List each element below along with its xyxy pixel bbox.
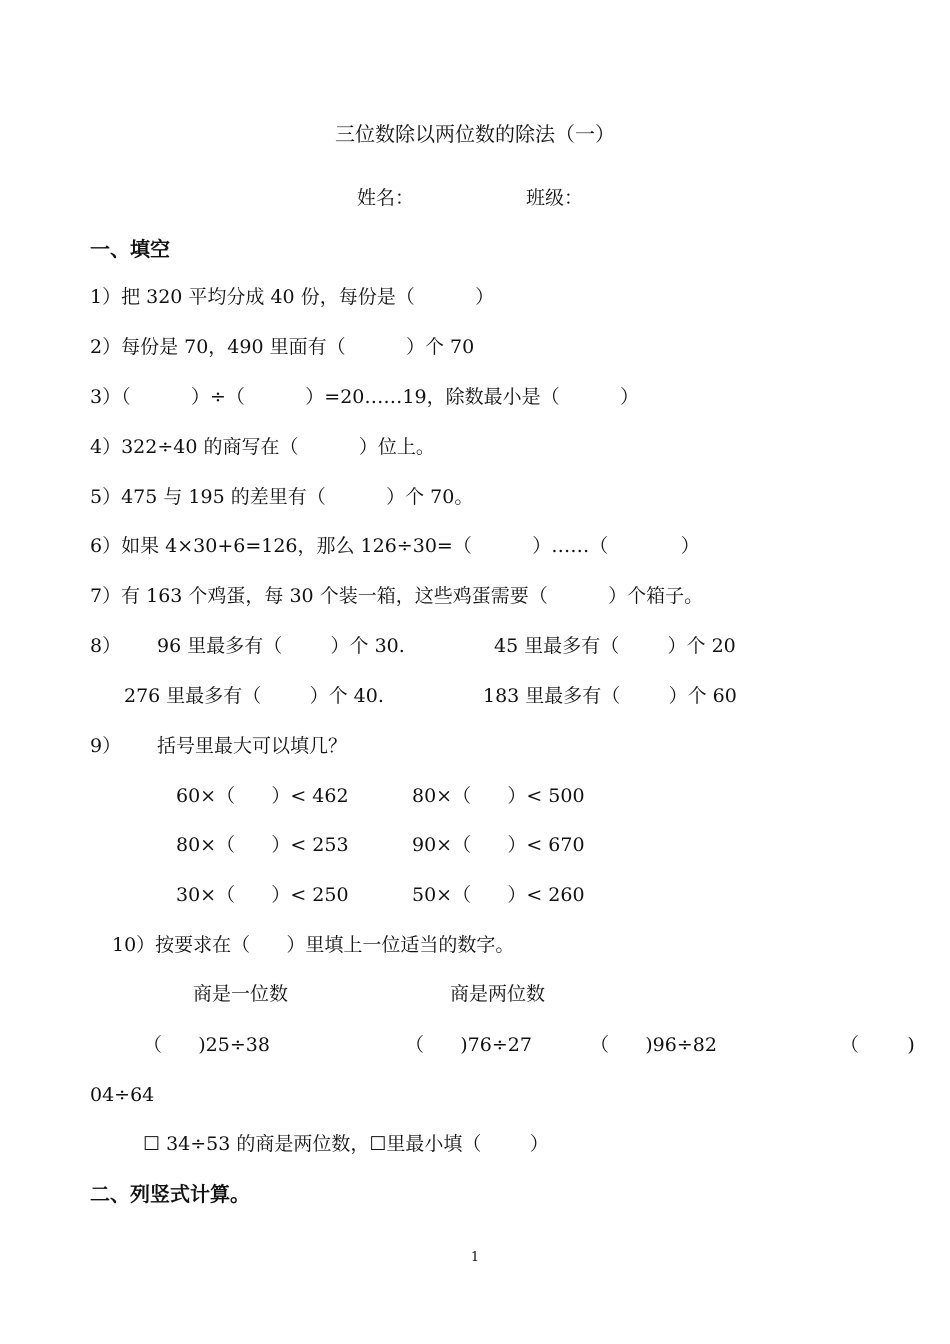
question-10-item: （ ) [840,1034,915,1056]
question-9-item: 30×（ ）< 250 [176,884,349,906]
question-8-number: 8） [90,635,122,657]
question-8c: 276 里最多有（ ）个 40. [124,685,384,707]
question-10-box-line: ☐ 34÷53 的商是两位数，☐里最小填（ ） [143,1133,549,1155]
question-10-prompt: 10）按要求在（ ）里填上一位适当的数字。 [112,934,515,956]
question-10-item: （ )76÷27 [405,1034,532,1056]
question-1: 1）把 320 平均分成 40 份，每份是（ ） [90,286,495,308]
question-9-item: 60×（ ）< 462 [176,785,349,807]
section-fill-blank-heading: 一、填空 [90,237,170,261]
name-label: 姓名： [357,187,415,209]
question-7: 7）有 163 个鸡蛋，每 30 个装一箱，这些鸡蛋需要（ ）个箱子。 [90,585,704,607]
question-9-item: 50×（ ）< 260 [412,884,585,906]
question-10-heading-two-digit: 商是两位数 [450,983,546,1005]
page-number: 1 [470,1250,480,1265]
page-title: 三位数除以两位数的除法（一） [335,122,615,146]
question-9-item: 90×（ ）< 670 [412,834,585,856]
question-8a: 96 里最多有（ ）个 30. [157,635,405,657]
class-label: 班级： [526,187,584,209]
question-2: 2）每份是 70，490 里面有（ ）个 70 [90,336,475,358]
section-vertical-calculation-heading: 二、列竖式计算。 [90,1182,250,1206]
question-4: 4）322÷40 的商写在（ ）位上。 [90,436,435,458]
question-9-prompt: 括号里最大可以填几？ [157,735,348,757]
question-9-item: 80×（ ）< 500 [412,785,585,807]
question-9-item: 80×（ ）< 253 [176,834,349,856]
question-8b: 45 里最多有（ ）个 20 [494,635,736,657]
question-8d: 183 里最多有（ ）个 60 [483,685,737,707]
question-10-item: （ )96÷82 [590,1034,717,1056]
question-10-item: （ )25÷38 [143,1034,270,1056]
question-10-heading-one-digit: 商是一位数 [193,983,289,1005]
question-6: 6）如果 4×30+6=126，那么 126÷30=（ ）……（ ） [90,535,700,557]
question-10-item-wrap: 04÷64 [90,1084,155,1106]
question-5: 5）475 与 195 的差里有（ ）个 70。 [90,486,474,508]
question-3: 3）（ ）÷（ ）=20……19，除数最小是（ ） [90,386,639,408]
question-9-number: 9） [90,735,122,757]
